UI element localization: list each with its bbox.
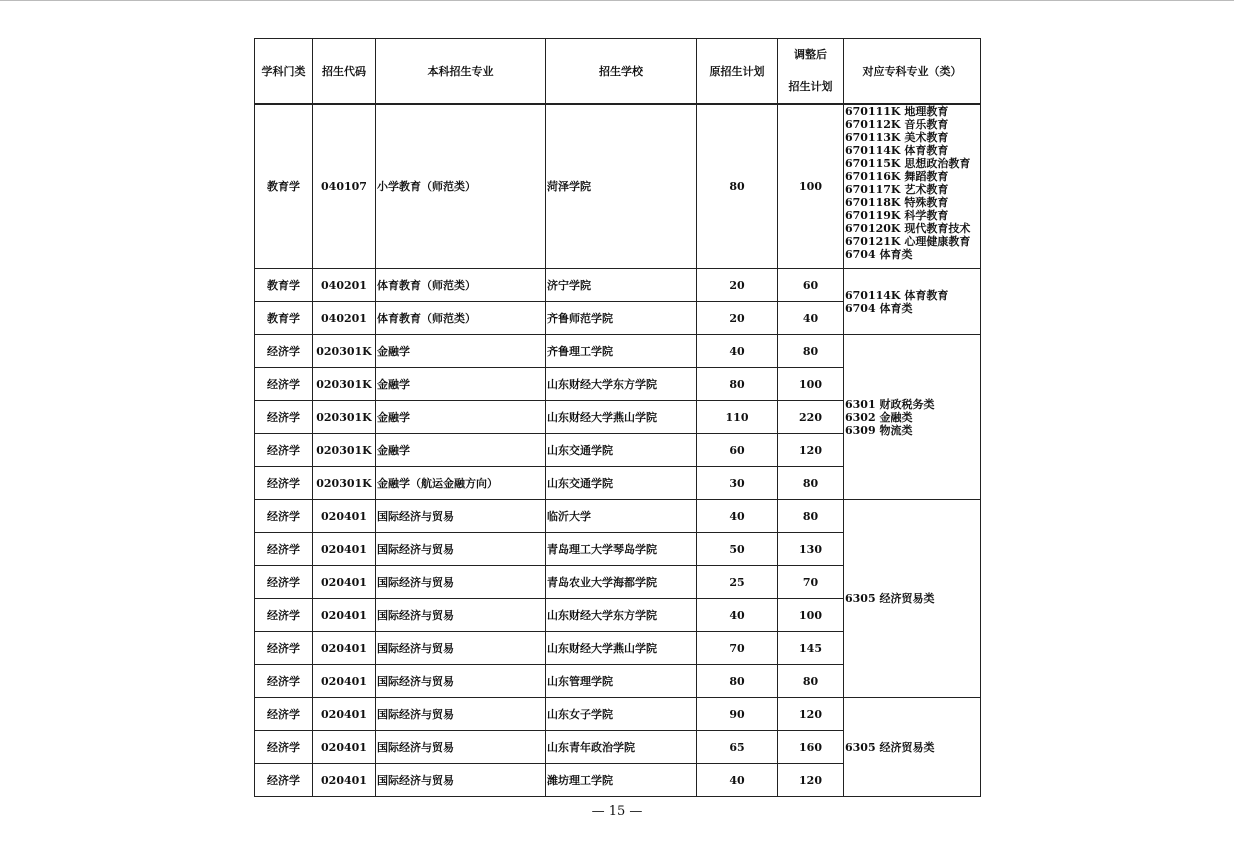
category-cell: 经济学 — [255, 434, 313, 467]
category-cell: 经济学 — [255, 368, 313, 401]
code-cell: 020301K — [313, 467, 376, 500]
adjusted-plan-cell: 80 — [778, 665, 844, 698]
code-cell: 040107 — [313, 104, 376, 269]
specialty-item: 670112K 音乐教育 — [845, 118, 949, 131]
original-plan-cell: 20 — [697, 269, 778, 302]
school-cell: 济宁学院 — [546, 269, 697, 302]
school-cell: 齐鲁师范学院 — [546, 302, 697, 335]
original-plan-cell: 80 — [697, 104, 778, 269]
original-plan-cell: 90 — [697, 698, 778, 731]
specialty-cell — [844, 335, 981, 500]
category-cell: 经济学 — [255, 566, 313, 599]
school-cell: 山东财经大学燕山学院 — [546, 632, 697, 665]
header-school: 招生学校 — [546, 39, 697, 105]
specialty-item: 670111K 地理教育 — [845, 105, 949, 118]
school-cell: 山东管理学院 — [546, 665, 697, 698]
category-cell: 经济学 — [255, 665, 313, 698]
major-cell: 金融学 — [376, 335, 546, 368]
major-cell: 国际经济与贸易 — [376, 500, 546, 533]
code-cell: 020401 — [313, 533, 376, 566]
original-plan-cell: 40 — [697, 599, 778, 632]
category-cell: 经济学 — [255, 401, 313, 434]
category-cell: 经济学 — [255, 731, 313, 764]
school-cell: 山东交通学院 — [546, 467, 697, 500]
specialty-item: 670114K 体育教育 — [845, 144, 949, 157]
school-cell: 青岛理工大学琴岛学院 — [546, 533, 697, 566]
category-cell: 经济学 — [255, 698, 313, 731]
original-plan-cell: 40 — [697, 764, 778, 797]
original-plan-cell: 60 — [697, 434, 778, 467]
specialty-item: 670117K 艺术教育 — [845, 183, 949, 196]
major-cell: 小学教育（师范类） — [376, 104, 546, 269]
specialty-item: 6305 经济贸易类 — [845, 740, 935, 754]
adjusted-plan-cell: 220 — [778, 401, 844, 434]
code-cell: 020401 — [313, 665, 376, 698]
header-adjusted-plan — [778, 39, 844, 105]
header-adjusted-line2: 招生计划 — [788, 80, 833, 93]
specialty-item: 6704 体育类 — [845, 248, 913, 261]
code-cell: 020401 — [313, 764, 376, 797]
school-cell: 山东交通学院 — [546, 434, 697, 467]
major-cell: 金融学 — [376, 401, 546, 434]
major-cell: 国际经济与贸易 — [376, 665, 546, 698]
original-plan-cell: 40 — [697, 500, 778, 533]
code-cell: 040201 — [313, 269, 376, 302]
category-cell: 经济学 — [255, 335, 313, 368]
school-cell: 临沂大学 — [546, 500, 697, 533]
original-plan-cell: 20 — [697, 302, 778, 335]
major-cell: 国际经济与贸易 — [376, 731, 546, 764]
table-header-row — [255, 39, 981, 105]
adjusted-plan-cell: 120 — [778, 764, 844, 797]
school-cell: 山东财经大学燕山学院 — [546, 401, 697, 434]
school-cell: 山东财经大学东方学院 — [546, 368, 697, 401]
specialty-item: 670118K 特殊教育 — [845, 196, 949, 209]
category-cell: 经济学 — [255, 533, 313, 566]
major-cell: 国际经济与贸易 — [376, 599, 546, 632]
major-cell: 国际经济与贸易 — [376, 698, 546, 731]
major-cell: 国际经济与贸易 — [376, 566, 546, 599]
original-plan-cell: 40 — [697, 335, 778, 368]
category-cell: 经济学 — [255, 599, 313, 632]
specialty-item: 6302 金融类 — [845, 410, 913, 424]
original-plan-cell: 25 — [697, 566, 778, 599]
specialty-item: 670120K 现代教育技术 — [845, 222, 971, 235]
specialty-item: 6301 财政税务类 — [845, 397, 935, 411]
original-plan-cell: 80 — [697, 368, 778, 401]
table-row — [255, 500, 981, 533]
school-cell: 齐鲁理工学院 — [546, 335, 697, 368]
school-cell: 山东青年政治学院 — [546, 731, 697, 764]
code-cell: 020401 — [313, 566, 376, 599]
code-cell: 020401 — [313, 698, 376, 731]
code-cell: 020301K — [313, 434, 376, 467]
major-cell: 体育教育（师范类） — [376, 269, 546, 302]
adjusted-plan-cell: 145 — [778, 632, 844, 665]
specialty-item: 6309 物流类 — [845, 423, 913, 437]
table-row — [255, 335, 981, 368]
table-row — [255, 269, 981, 302]
original-plan-cell: 50 — [697, 533, 778, 566]
specialty-item: 6305 经济贸易类 — [845, 592, 935, 605]
adjusted-plan-cell: 160 — [778, 731, 844, 764]
specialty-item: 670114K 体育教育 — [845, 288, 949, 302]
code-cell: 020301K — [313, 401, 376, 434]
code-cell: 020401 — [313, 500, 376, 533]
major-cell: 国际经济与贸易 — [376, 632, 546, 665]
original-plan-cell: 65 — [697, 731, 778, 764]
adjusted-plan-cell: 130 — [778, 533, 844, 566]
specialty-item: 670113K 美术教育 — [845, 131, 949, 144]
adjusted-plan-cell: 80 — [778, 500, 844, 533]
enrollment-plan-table — [254, 38, 981, 797]
original-plan-cell: 110 — [697, 401, 778, 434]
header-original-plan: 原招生计划 — [697, 39, 778, 105]
code-cell: 020401 — [313, 731, 376, 764]
specialty-cell — [844, 269, 981, 335]
category-cell: 经济学 — [255, 764, 313, 797]
category-cell: 教育学 — [255, 269, 313, 302]
top-rule — [0, 0, 1234, 1]
school-cell: 青岛农业大学海都学院 — [546, 566, 697, 599]
specialty-item: 670119K 科学教育 — [845, 209, 949, 222]
category-cell: 经济学 — [255, 500, 313, 533]
header-specialty: 对应专科专业（类） — [844, 39, 981, 105]
header-category: 学科门类 — [255, 39, 313, 105]
header-major: 本科招生专业 — [376, 39, 546, 105]
school-cell: 山东女子学院 — [546, 698, 697, 731]
specialty-item: 670121K 心理健康教育 — [845, 235, 971, 248]
original-plan-cell: 70 — [697, 632, 778, 665]
table-row — [255, 104, 981, 269]
major-cell: 金融学 — [376, 368, 546, 401]
category-cell: 经济学 — [255, 632, 313, 665]
major-cell: 金融学 — [376, 434, 546, 467]
adjusted-plan-cell: 40 — [778, 302, 844, 335]
adjusted-plan-cell: 60 — [778, 269, 844, 302]
code-cell: 040201 — [313, 302, 376, 335]
major-cell: 体育教育（师范类） — [376, 302, 546, 335]
school-cell: 菏泽学院 — [546, 104, 697, 269]
category-cell: 教育学 — [255, 104, 313, 269]
original-plan-cell: 80 — [697, 665, 778, 698]
major-cell: 金融学（航运金融方向） — [376, 467, 546, 500]
adjusted-plan-cell: 70 — [778, 566, 844, 599]
table-row — [255, 698, 981, 731]
code-cell: 020301K — [313, 368, 376, 401]
header-code: 招生代码 — [313, 39, 376, 105]
original-plan-cell: 30 — [697, 467, 778, 500]
specialty-cell — [844, 104, 981, 269]
adjusted-plan-cell: 100 — [778, 104, 844, 269]
specialty-item: 670116K 舞蹈教育 — [845, 170, 949, 183]
code-cell: 020401 — [313, 632, 376, 665]
major-cell: 国际经济与贸易 — [376, 533, 546, 566]
category-cell: 经济学 — [255, 467, 313, 500]
code-cell: 020301K — [313, 335, 376, 368]
specialty-cell — [844, 698, 981, 797]
school-cell: 潍坊理工学院 — [546, 764, 697, 797]
page-number: — 15 — — [591, 804, 643, 819]
adjusted-plan-cell: 100 — [778, 368, 844, 401]
adjusted-plan-cell: 120 — [778, 698, 844, 731]
adjusted-plan-cell: 100 — [778, 599, 844, 632]
adjusted-plan-cell: 80 — [778, 335, 844, 368]
header-adjusted-line1: 调整后 — [794, 48, 827, 61]
specialty-item: 670115K 思想政治教育 — [845, 157, 971, 170]
adjusted-plan-cell: 120 — [778, 434, 844, 467]
major-cell: 国际经济与贸易 — [376, 764, 546, 797]
code-cell: 020401 — [313, 599, 376, 632]
specialty-item: 6704 体育类 — [845, 301, 913, 315]
adjusted-plan-cell: 80 — [778, 467, 844, 500]
school-cell: 山东财经大学东方学院 — [546, 599, 697, 632]
specialty-cell — [844, 500, 981, 698]
category-cell: 教育学 — [255, 302, 313, 335]
